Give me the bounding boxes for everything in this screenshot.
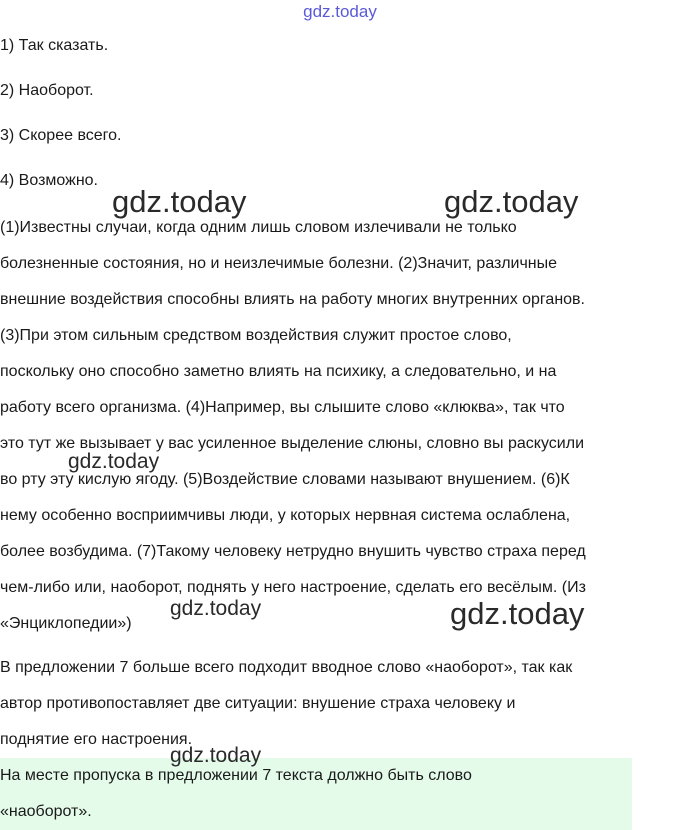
watermark: gdz.today (170, 597, 262, 620)
text-line: болезненные состояния, но и неизлечимые болезни. (2)Значит, различные (0, 255, 558, 272)
explanation-line: автор противопоставляет две ситуации: внушение страха человеку и (0, 695, 516, 712)
answer-box (0, 758, 632, 830)
text-line: поскольку оно способно заметно влиять на психику, а следовательно, и на (0, 363, 557, 380)
watermark: gdz.today (112, 184, 247, 219)
watermark: gdz.today (68, 450, 160, 473)
option-item: 2) Наоборот. (0, 82, 94, 99)
site-watermark-header: gdz.today (303, 2, 377, 21)
text-line: чем-либо или, наоборот, поднять у него настроение, сделать его весёлым. (Из (0, 579, 586, 596)
text-line: «Энциклопедии») (0, 615, 132, 632)
text-line: работу всего организма. (4)Например, вы слышите слово «клюква», так что (0, 399, 565, 416)
text-line: нему особенно восприимчивы люди, у которых нервная система ослаблена, (0, 507, 571, 524)
watermark: gdz.today (450, 596, 585, 631)
watermark: gdz.today (170, 744, 262, 767)
option-item: 3) Скорее всего. (0, 127, 122, 144)
option-item: 1) Так сказать. (0, 37, 109, 54)
option-item: 4) Возможно. (0, 172, 98, 189)
explanation-line: поднятие его настроения. (0, 731, 193, 748)
explanation-line: В предложении 7 больше всего подходит вводное слово «наоборот», так как (0, 659, 573, 676)
answer-options-list (0, 34, 122, 214)
answer-line: На месте пропуска в предложении 7 текста должно быть слово (0, 767, 472, 784)
text-line: более возбудима. (7)Такому человеку нетрудно внушить чувство страха перед (0, 543, 586, 560)
text-line: это тут же вызывает у вас усиленное выделение слюны, словно вы раскусили (0, 435, 585, 452)
source-text (0, 210, 680, 642)
watermark: gdz.today (444, 184, 579, 219)
answer-line: «наоборот». (0, 803, 92, 820)
explanation-text (0, 650, 680, 758)
text-line: (1)Известны случаи, когда одним лишь словом излечивали не только (0, 219, 517, 236)
text-line: (3)При этом сильным средством воздействия служит простое слово, (0, 327, 512, 344)
text-line: внешние воздействия способны влиять на работу многих внутренних органов. (0, 291, 585, 308)
text-line: во рту эту кислую ягоду. (5)Воздействие словами называют внушением. (6)К (0, 471, 570, 488)
